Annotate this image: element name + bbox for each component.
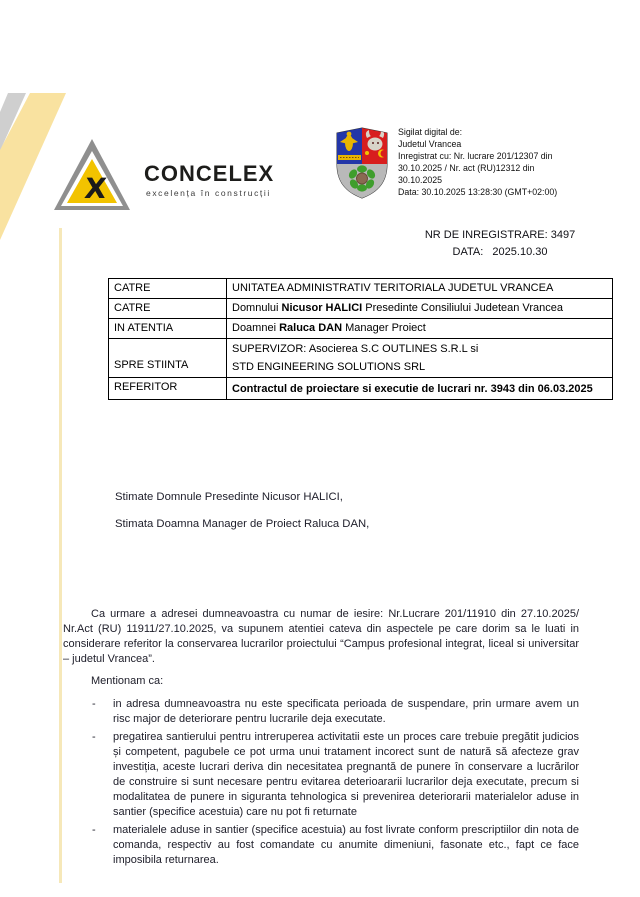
row-value-text: UNITATEA ADMINISTRATIV TERITORIALA JUDETUL VRANCEA xyxy=(232,282,554,294)
letter-body xyxy=(63,607,579,871)
seal-line: Inregistrat cu: Nr. lucrare 201/12307 din xyxy=(398,151,553,161)
seal-line: Sigilat digital de: xyxy=(398,127,463,137)
list-item xyxy=(63,730,579,820)
bullet-dash: - xyxy=(92,698,96,710)
corner-stripes-decoration xyxy=(0,0,200,270)
row-value xyxy=(227,299,613,319)
table-row xyxy=(109,279,613,299)
row-label: CATRE xyxy=(109,299,227,319)
digital-seal-block xyxy=(334,126,557,200)
concelex-triangle-logo-icon xyxy=(54,138,134,214)
list-item-text: in adresa dumneavoastra nu este specificata perioada de suspendare, prin urmare avem un risc major de deteriorare pentru lucrarile deja executate. xyxy=(113,698,579,725)
row-value xyxy=(227,319,613,339)
row-value-bold: Raluca DAN xyxy=(279,322,343,334)
row-label: SPRE STIINTA xyxy=(109,339,227,378)
svg-text:X: X xyxy=(82,172,109,205)
table-row xyxy=(109,339,613,378)
seal-line: Data: 30.10.2025 13:28:30 (GMT+02:00) xyxy=(398,187,558,197)
row-value-line: SUPERVIZOR: Asocierea S.C OUTLINES S.R.L si xyxy=(232,343,479,355)
row-value: Contractul de proiectare si executie de lucrari nr. 3943 din 06.03.2025 xyxy=(227,378,613,400)
salutation-president: Stimate Domnule Presedinte Nicusor HALICI, xyxy=(115,491,343,503)
bullet-dash: - xyxy=(92,731,96,743)
list-item-text: materialele aduse in santier (specifice acestuia) au fost livrate conform prescriptiilor din nota de comanda, respectiv au fost comandate cu anumite dimeniuni, fasonate etc., fapt ce face imposibila returnarea. xyxy=(113,824,579,866)
seal-line: Judetul Vrancea xyxy=(398,139,462,149)
row-value-text: Domnului xyxy=(232,302,282,314)
row-value-text: Presedinte Consiliului Judetean Vrancea xyxy=(362,302,563,314)
row-value-bold: Nicusor HALICI xyxy=(281,302,363,314)
bullet-dash: - xyxy=(92,824,96,836)
company-tagline: excelența în construcții xyxy=(146,188,271,198)
company-name: CONCELEX xyxy=(144,161,275,186)
table-row xyxy=(109,319,613,339)
row-value xyxy=(227,339,613,378)
row-label: CATRE xyxy=(109,279,227,299)
row-label: IN ATENTIA xyxy=(109,319,227,339)
table-row xyxy=(109,299,613,319)
row-value-text: Manager Proiect xyxy=(342,322,426,334)
list-item-text: pregatirea santierului pentru intreruperea activitatii este un proces care trebuie pregătit judicios și competent, pagubele ce pot urma unui tratament incorect sunt de natură să afecteze grav investiția, aceste lucrari deriva din necesitatea pregnantă de punere în conservare a lucrărilor de construire si sunt necesare pentru evitarea deterioararii lucrarilor deja executate, precum si modalitatea de punere in siguranta tehnologica si prevenirea deteriorarii materialelor aduse in santier (specifice acestuia) care nu pot fi returnate xyxy=(113,731,579,818)
logo-text xyxy=(144,162,274,198)
list-item xyxy=(63,823,579,868)
intro-paragraph: Ca urmare a adresei dumneavoastra cu numar de iesire: Nr.Lucrare 201/11910 din 27.10.2025/ Nr.Act (RU) 11911/27.10.2025, va supunem atentiei cateva din aspectele pe care dorim sa le luati in considerare referitor la conservarea lucrarilor proiectului “Campus profesional integrat, liceal si universitar – judetul Vrancea”. xyxy=(63,608,579,665)
table-row xyxy=(109,378,613,400)
list-item xyxy=(63,697,579,727)
mention-line: Mentionam ca: xyxy=(91,675,164,687)
row-value xyxy=(227,279,613,299)
company-logo xyxy=(54,138,274,214)
addressee-table xyxy=(108,278,613,400)
seal-text xyxy=(398,126,557,200)
salutation-manager: Stimata Doamna Manager de Proiect Raluca DAN, xyxy=(115,518,370,530)
row-value-text: Doamnei xyxy=(232,322,280,334)
registration-number: NR DE INREGISTRARE: 3497 xyxy=(424,229,576,241)
registration-block xyxy=(382,227,618,261)
left-margin-line-decoration xyxy=(59,228,62,883)
row-label: REFERITOR xyxy=(109,378,227,400)
seal-line: 30.10.2025 / Nr. act (RU)12312 din xyxy=(398,163,535,173)
registration-date: DATA: 2025.10.30 xyxy=(452,246,548,258)
seal-line: 30.10.2025 xyxy=(398,175,443,185)
row-value-line: STD ENGINEERING SOLUTIONS SRL xyxy=(232,361,426,373)
vrancea-coat-of-arms-icon xyxy=(334,126,390,200)
